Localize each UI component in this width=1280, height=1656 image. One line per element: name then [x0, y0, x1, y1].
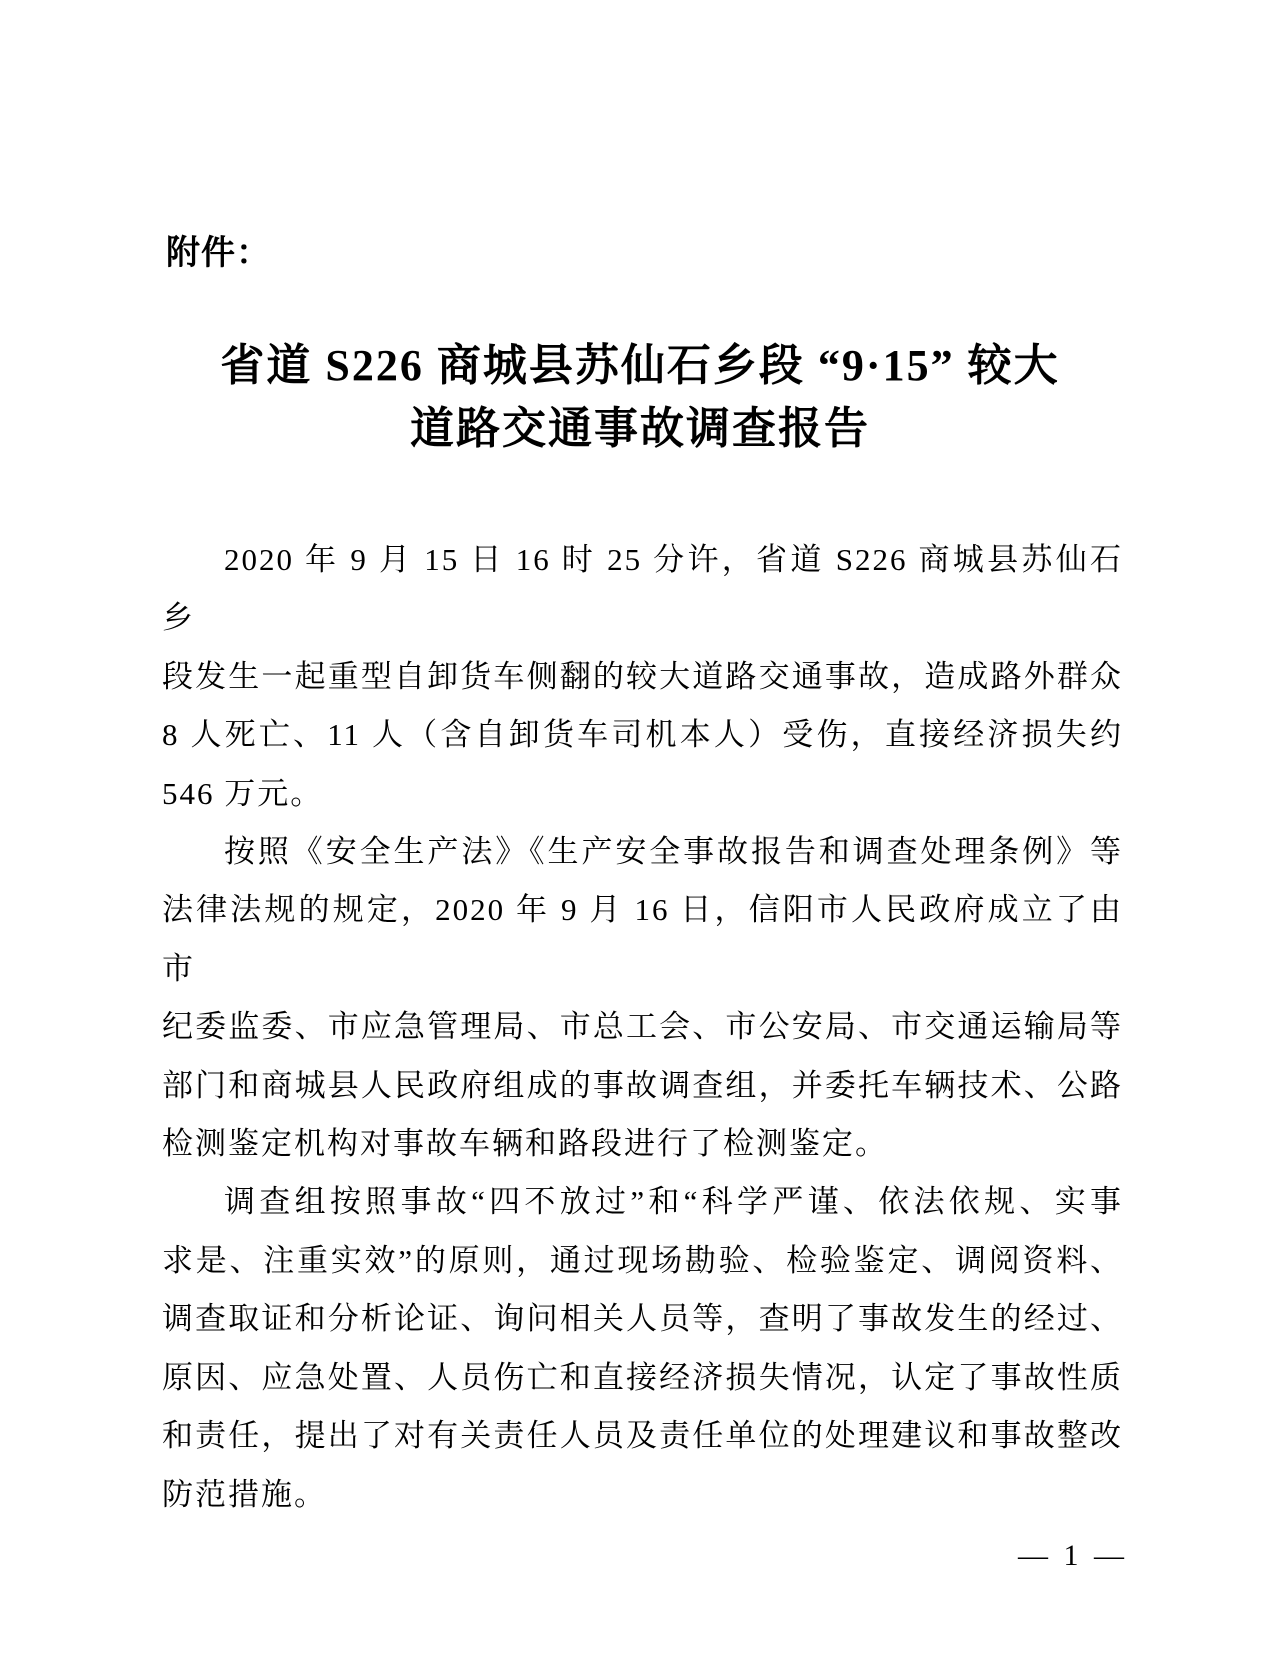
paragraph-1-line: 546 万元。 [162, 775, 324, 811]
paragraph-3-line: 原因、应急处置、人员伤亡和直接经济损失情况，认定了事故性质 [162, 1359, 1123, 1395]
paragraph-1-line: 段发生一起重型自卸货车侧翻的较大道路交通事故，造成路外群众 [162, 658, 1123, 694]
page-number: — 1 — [1018, 1539, 1128, 1572]
paragraph-1-line: 2020 年 9 月 15 日 16 时 25 分许，省道 S226 商城县苏仙石乡 [162, 542, 1123, 636]
document-body [162, 531, 1123, 1524]
paragraph-2-line: 按照《安全生产法》《生产安全事故报告和调查处理条例》等 [224, 834, 1123, 870]
paragraph-3-line: 和责任，提出了对有关责任人员及责任单位的处理建议和事故整改 [162, 1418, 1123, 1454]
paragraph-2-line: 检测鉴定机构对事故车辆和路段进行了检测鉴定。 [162, 1126, 888, 1162]
paragraph-3-line: 调查组按照事故“四不放过”和“科学严谨、依法依规、实事 [224, 1184, 1123, 1220]
paragraph-3-line: 防范措施。 [162, 1476, 327, 1512]
paragraph-3-line: 求是、注重实效”的原则，通过现场勘验、检验鉴定、调阅资料、 [162, 1242, 1123, 1278]
title-line-1: 省道 S226 商城县苏仙石乡段 “9·15” 较大 [220, 341, 1060, 390]
paragraph-2-line: 纪委监委、市应急管理局、市总工会、市公安局、市交通运输局等 [162, 1009, 1123, 1045]
paragraph-2-line: 法律法规的规定，2020 年 9 月 16 日，信阳市人民政府成立了由市 [162, 892, 1123, 986]
title-line-2: 道路交通事故调查报告 [410, 404, 870, 453]
document-title [0, 334, 1280, 460]
paragraph-2-line: 部门和商城县人民政府组成的事故调查组，并委托车辆技术、公路 [162, 1067, 1123, 1103]
paragraph-3-line: 调查取证和分析论证、询问相关人员等，查明了事故发生的经过、 [162, 1301, 1123, 1337]
paragraph-1-line: 8 人死亡、11 人（含自卸货车司机本人）受伤，直接经济损失约 [162, 717, 1123, 753]
attachment-label: 附件： [166, 235, 271, 272]
